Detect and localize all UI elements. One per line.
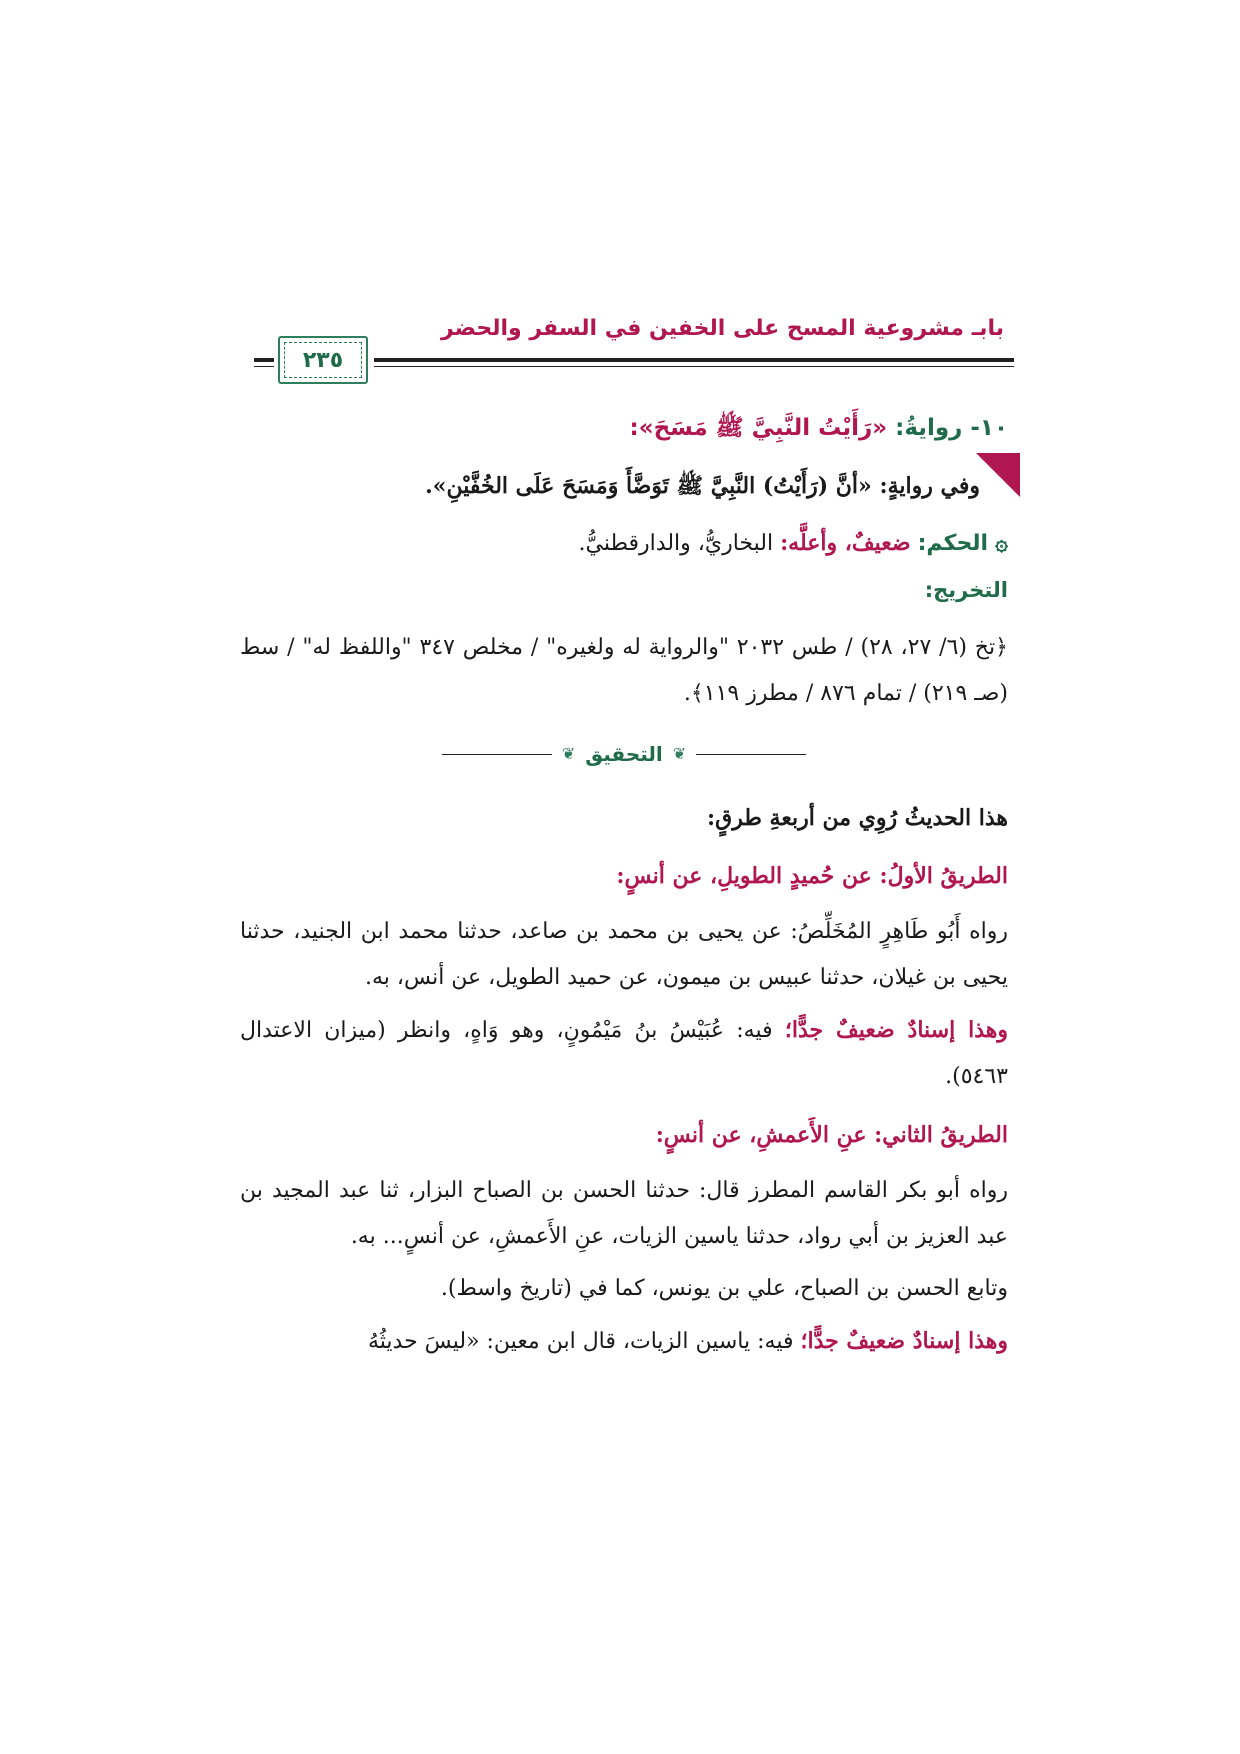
way2-text: رواه أبو بكر القاسم المطرز قال: حدثنا الحسن بن الصباح البزار، ثنا عبد المجيد بن عبد العزيز بن أبي رواد، حدثنا ياسين الزيات، عنِ الأَعمشِ، عن أنسٍ... به. (240, 1178, 1008, 1249)
takhrij-heading: التخريج: (924, 578, 1008, 602)
way2-follow: وتابع الحسن بن الصباح، علي بن يونس، كما في (تاريخ واسط). (440, 1276, 1008, 1301)
header-rule-left-thin (254, 366, 274, 367)
way2-isnad-text: فيه: ياسين الزيات، قال ابن معين: «ليسَ حديثُهُ (367, 1329, 794, 1354)
chapter-title: بابـ مشروعية المسح على الخفين في السفر والحضر (440, 316, 1004, 341)
way1-isnad (240, 1007, 1008, 1100)
page-number: ٢٣٥ (302, 347, 344, 373)
tahqiq-divider (240, 731, 1008, 777)
way2-isnad-label: وهذا إسنادٌ ضعيفٌ جدًّا؛ (800, 1328, 1008, 1354)
way1-isnad-text: فيه: عُبَيْسُ بنُ مَيْمُونٍ، وهو وَاهٍ، وانظر (ميزان الاعتدال ٥٤٦٣). (240, 1018, 1008, 1089)
header-rule-thin (374, 366, 1014, 367)
way2-isnad (240, 1318, 1008, 1365)
hukm-value: ضعيفٌ، وأعلَّه: (780, 530, 911, 556)
hukm-line (240, 520, 1008, 567)
header-rule-left (254, 358, 274, 362)
way1-heading: الطريقُ الأولُ: عن حُميدٍ الطويلِ، عن أنسٍ: (616, 863, 1008, 889)
way1-isnad-label: وهذا إسنادٌ ضعيفٌ جدًّا؛ (784, 1017, 1009, 1043)
corner-ornament (976, 453, 1020, 497)
page-header (254, 316, 1014, 386)
takhrij-body: ﴿تخ (٦/ ٢٧، ٢٨) / طس ٢٠٣٢ "والرواية له ولغيره" / مخلص ٣٤٧ "واللفظ له" / سط (صـ ٢١٩) / تمام ٨٧٦ / مطرز ١١٩﴾. (240, 635, 1009, 706)
divider-line-right (696, 754, 806, 755)
divider-line-left (442, 754, 552, 755)
flower-icon: ۞ (995, 530, 1008, 556)
tahqiq-title: التحقيق (585, 742, 663, 766)
riwaya-heading-quote: «رَأَيْتُ النَّبِيَّ ﷺ مَسَحَ»: (629, 415, 888, 441)
ornament-icon: ❦ (561, 744, 576, 763)
way1-text: رواه أَبُو طَاهِرٍ المُخَلِّصُ: عن يحيى بن محمد بن صاعد، حدثنا محمد ابن الجنيد، حدثنا يحيى بن غيلان، حدثنا عبيس بن ميمون، عن حميد الطويل، عن أنس، به. (240, 919, 1008, 990)
riwaya-heading-prefix: ١٠- روايةُ: (895, 415, 1008, 441)
header-rule (374, 358, 1014, 362)
page-content (240, 405, 1008, 1371)
way2-heading: الطريقُ الثاني: عنِ الأَعمشِ، عن أنسٍ: (655, 1122, 1008, 1148)
page-number-frame (278, 336, 368, 384)
riwaya-heading (240, 405, 1008, 451)
riwaya-variant (240, 463, 1008, 510)
riwaya-variant-text: وفي روايةٍ: «أنَّ (رَأَيْتُ) النَّبِيَّ ﷺ تَوَضَّأَ وَمَسَحَ عَلَى الخُفَّيْنِ». (425, 473, 980, 499)
ornament-icon: ❦ (672, 744, 687, 763)
hukm-rest: البخاريُّ، والدارقطنيُّ. (578, 531, 774, 556)
tahqiq-intro: هذا الحديثُ رُوِي من أربعةِ طرقٍ: (707, 805, 1008, 831)
hukm-label: الحكم: (917, 531, 989, 556)
